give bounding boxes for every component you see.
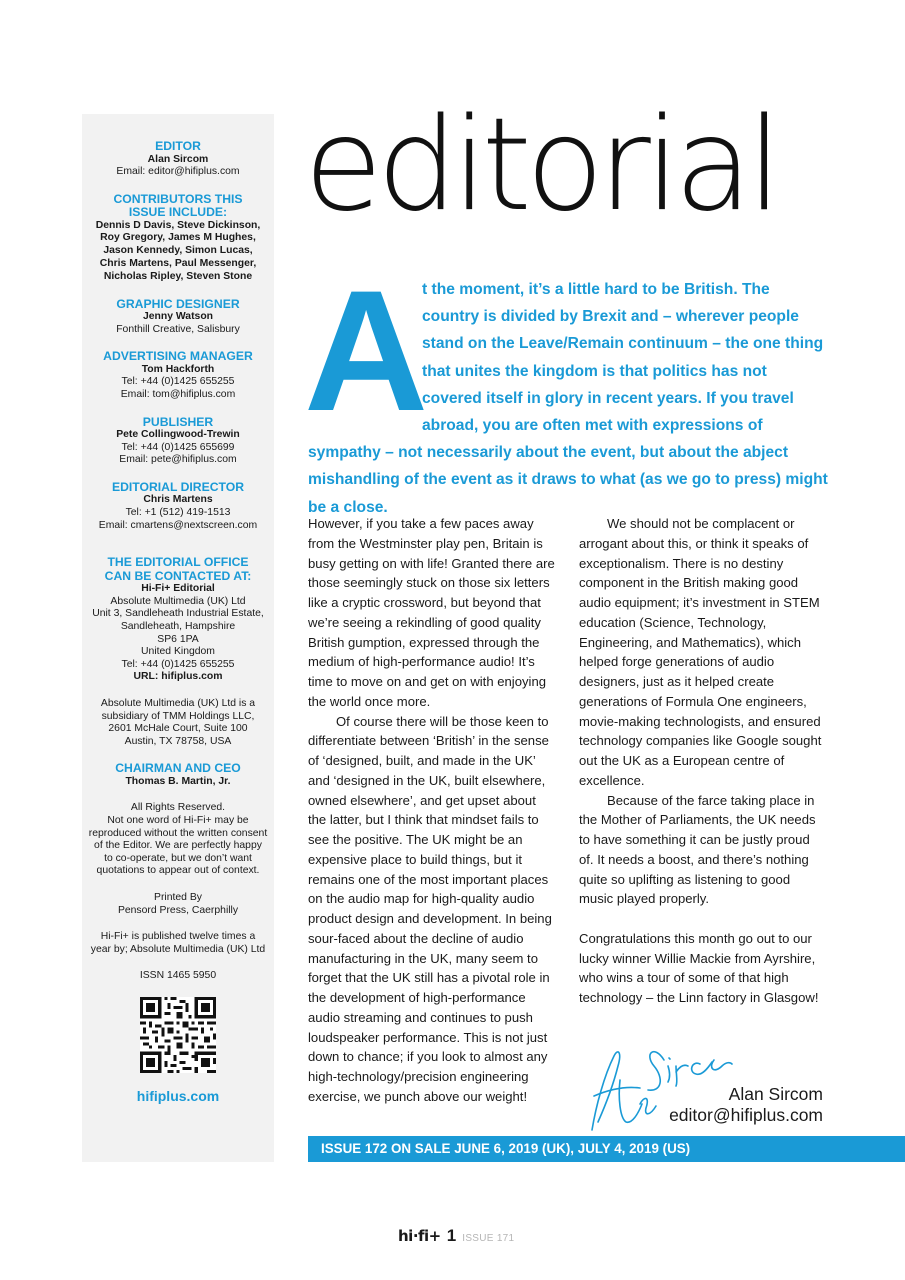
office-line: Unit 3, Sandleheath Industrial Estate, [92,608,264,620]
office-url[interactable]: URL: hifiplus.com [133,671,223,683]
office-heading-line2: CAN BE CONTACTED AT: [104,568,252,583]
advertising-heading: ADVERTISING MANAGER [103,349,253,364]
subsidiary-line: 2601 McHale Court, Suite 100 [108,723,248,735]
footer-logo: hi·fi+ [398,1227,441,1245]
office-name: Hi-Fi+ Editorial [141,583,215,595]
contributors-heading-line2: ISSUE INCLUDE: [128,205,228,220]
editorial-director-email[interactable]: Email: cmartens@nextscreen.com [98,519,258,531]
contributors-line: Jason Kennedy, Simon Lucas, [103,245,253,257]
subsidiary-line: Austin, TX 78758, USA [124,735,232,747]
body-paragraph: Of course there will be those keen to differentiate between ‘British’ in the sense of ‘designed, built, and made in the UK’ and ‘designed in the UK, built elsewhere, owned elsewhere’, and get upset about the latter, but I think that mindset fails to see the positive. The UK might be an expensive place to build things, but it remains one of the most important places on the audio map for high-quality audio product design and development. In being sour-faced about the decline of audio manufacturing in the UK, many seem to forget that the UK still has a pivotal role in the development of high-performance audio streaming and continues to push loudspeaker performance. This is not just down to chance; if you look to almost any high-technology/precision engineering exercise, we punch above our weight! [308,713,552,1104]
printed-line: Printed By [154,891,202,903]
contributors-heading-line1: CONTRIBUTORS THIS [113,191,243,206]
graphic-designer-name: Jenny Watson [142,311,214,323]
chairman-heading: CHAIRMAN AND CEO [115,761,241,776]
chairman-block [82,762,274,788]
signature-block [669,1084,823,1126]
body-paragraph: However, if you take a few paces away from the Westminster play pen, Britain is busy getting on with life! Granted there are those seemingly stuck on those six letters like a cryptic crossword, but beyond that we’re seeing a rekindling of good quality British gumption, expressed through the medium of high-performance audio! It’s time to move on and get on with enjoying the world once more. [308,516,555,709]
office-heading-line1: THE EDITORIAL OFFICE [107,555,249,570]
contributors-line: Chris Martens, Paul Messenger, [99,258,257,270]
editorial-director-heading: EDITORIAL DIRECTOR [111,479,245,494]
signature-name: Alan Sircom [728,1084,823,1104]
graphic-designer-detail: Fonthill Creative, Salisbury [116,323,240,335]
contributors-line: Dennis D Davis, Steve Dickinson, [95,219,261,231]
subsidiary-line: subsidiary of TMM Holdings LLC, [101,710,255,722]
office-block [82,556,274,684]
published-block [82,931,274,956]
office-line: Sandleheath, Hampshire [120,620,236,632]
office-line: SP6 1PA [157,633,199,645]
editor-heading: EDITOR [155,139,201,153]
subsidiary-block [82,698,274,748]
graphic-designer-block [82,298,274,337]
advertising-block [82,350,274,401]
graphic-designer-heading: GRAPHIC DESIGNER [116,296,240,311]
contributors-line: Nicholas Ripley, Steven Stone [103,270,253,282]
chairman-name: Thomas B. Martin, Jr. [125,775,231,787]
body-paragraph: Because of the farce taking place in the Mother of Parliaments, the UK needs to have something it can be justly proud of. It needs a boost, and there’s nothing quite so uplifting as listening to good music played properly. [579,792,816,907]
rights-line: quotations to appear out of context. [96,865,260,877]
advertising-email[interactable]: Email: tom@hifiplus.com [120,389,236,401]
publisher-block [82,416,274,467]
standfirst-text: t the moment, it’s a little hard to be British. The country is divided by Brexit and – wherever people stand on the Leave/Remain continuum – the one thing that unites the kingdom is that politics has not covered itself in glory in recent years. If you travel abroad, you are often met with expressions of sympathy – not necessarily about the event, but about the abject mishandling of the event as it draws to what (as we go to press) might be a close. [308,281,828,516]
publisher-heading: PUBLISHER [142,414,214,429]
page-footer [398,1226,514,1244]
page-title: editorial [304,91,777,240]
office-line: Absolute Multimedia (UK) Ltd [110,595,246,607]
printed-line: Pensord Press, Caerphilly [117,904,239,916]
editor-email[interactable]: Email: editor@hifiplus.com [116,166,240,178]
publisher-email[interactable]: Email: pete@hifiplus.com [119,454,237,466]
office-line: United Kingdom [141,646,215,658]
rights-block [82,802,274,878]
rights-line: reproduced without the written consent [88,827,268,839]
publisher-tel: Tel: +44 (0)1425 655699 [121,441,235,453]
publisher-name: Pete Collingwood-Trewin [116,429,240,441]
site-link[interactable]: hifiplus.com [136,1087,220,1104]
editorial-director-block [82,481,274,532]
editorial-director-name: Chris Martens [143,494,213,506]
rights-line: Not one word of Hi-Fi+ may be [107,815,249,827]
body-paragraph: Congratulations this month go out to our lucky winner Willie Mackie from Ayrshire, who wins a tour of some of that high technology – the Linn factory in Glasgow! [579,930,819,1005]
body-column-left [308,514,556,1107]
issn: ISSN 1465 5950 [139,970,217,982]
rights-line: All Rights Reserved. [130,802,226,814]
published-line: Hi-Fi+ is published twelve times a [100,931,256,943]
contributors-block [82,193,274,284]
footer-issue: ISSUE 171 [462,1233,515,1244]
rights-line: of the Editor. We are perfectly happy [94,840,262,852]
body-column-right [579,514,827,1008]
published-line: year by; Absolute Multimedia (UK) Ltd [90,943,266,955]
subsidiary-line: Absolute Multimedia (UK) Ltd is a [100,697,256,709]
advertising-name: Tom Hackforth [141,363,215,375]
advertising-tel: Tel: +44 (0)1425 655255 [121,376,235,388]
editor-name: Alan Sircom [147,153,209,165]
body-paragraph: We should not be complacent or arrogant about this, or think it speaks of exceptionalism. There is no destiny component in the British making good audio equipment; it’s investment in STEM education (Science, Technology, Engineering, and Mathematics), which helped forge generations of audio designers, just as it helped create generations of Formula One engineers, movie-making technologists, and ensured technology companies like Google sought out the UK as a European centre of excellence. [579,516,822,788]
contributors-line: Roy Gregory, James M Hughes, [100,232,256,244]
standfirst [304,255,828,521]
drop-cap: A [304,255,429,447]
page-number: 1 [446,1226,457,1245]
masthead-sidebar [82,114,274,1162]
rights-line: to co-operate, but we don’t want [104,852,252,864]
printed-block [82,892,274,917]
editor-block [82,140,274,179]
office-line: Tel: +44 (0)1425 655255 [121,658,235,670]
signature-email[interactable]: editor@hifiplus.com [669,1105,823,1125]
qr-code-icon[interactable] [140,997,216,1073]
editorial-director-tel: Tel: +1 (512) 419-1513 [125,507,231,519]
next-issue-banner: ISSUE 172 ON SALE JUNE 6, 2019 (UK), JULY 4, 2019 (US) [308,1136,905,1162]
